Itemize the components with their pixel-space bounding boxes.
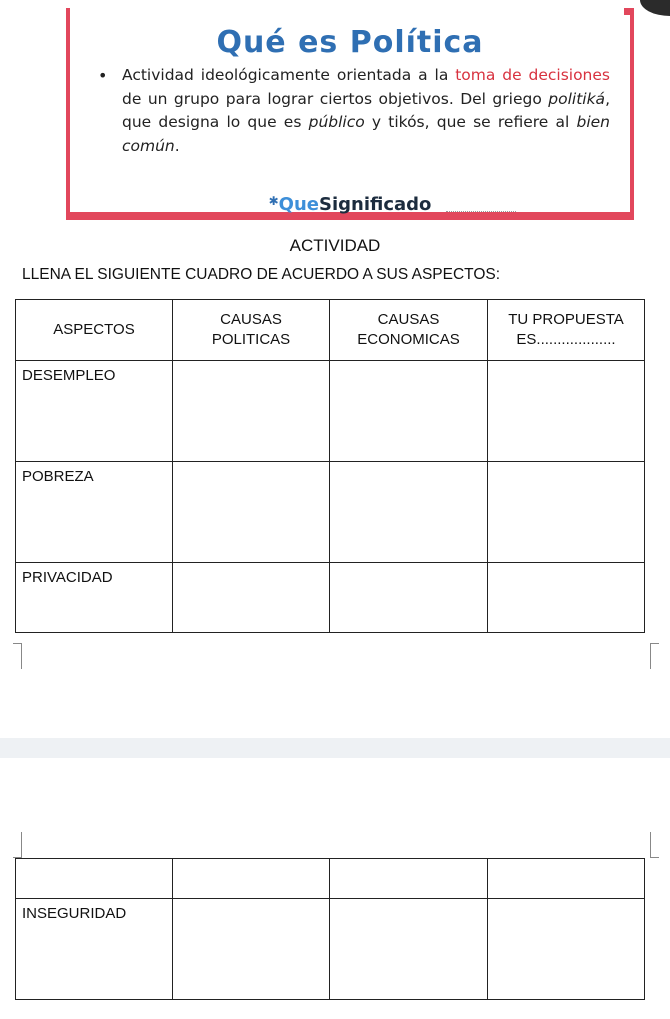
definition-text-1: Actividad ideológicamente orientada a la [122,66,456,84]
cell-input[interactable] [173,563,330,633]
definition-text-4: y tikós, que se refiere al [364,113,577,131]
definition-italic-1: politiká [548,89,606,108]
table-row [16,563,645,633]
definition-italic-2: público [308,113,365,131]
table-row [16,361,645,462]
card-title: Qué es Política [216,25,484,60]
card-border-top [66,8,634,15]
cell-input[interactable] [488,462,645,563]
logo-part-2: Significado [318,194,432,215]
aspects-table-continued [15,858,645,1000]
cell-input[interactable] [173,462,330,563]
cell-input[interactable] [330,563,488,633]
page-break-marker-right [650,643,659,669]
cell-input[interactable] [173,361,330,462]
cell-input[interactable] [173,899,330,1000]
header-causas-politicas: CAUSAS POLITICAS [173,300,330,361]
definition-text-3: , que designa lo que es [122,89,610,131]
row-label-desempleo: DESEMPLEO [16,361,173,462]
activity-instruction: LLENA EL SIGUIENTE CUADRO DE ACUERDO A SUS ASPECTOS: [22,266,501,283]
corner-decoration [640,0,670,16]
table-row [16,462,645,563]
page-break-marker-right [650,832,659,858]
row-label-empty [16,859,173,899]
definition-text-2: de un grupo para lograr ciertos objetivos. Del griego [122,89,549,108]
logo-part-1: Que [278,194,319,215]
header-aspectos: ASPECTOS [16,300,173,361]
cell-input[interactable] [173,859,330,899]
definition-highlight: toma de decisiones [455,66,610,84]
page-separator [0,738,670,758]
logo-star-icon: ✱ [268,194,279,208]
page-break-marker-left [13,643,22,669]
cell-input[interactable] [330,899,488,1000]
header-tu-propuesta: TU PROPUESTA ES................... [488,300,645,361]
definition-text-5: . [174,136,180,155]
table-row [16,899,645,1000]
cell-input[interactable] [488,899,645,1000]
table-row [16,859,645,899]
row-label-inseguridad: INSEGURIDAD [16,899,173,1000]
cell-input[interactable] [488,361,645,462]
header-causas-economicas: CAUSAS ECONOMICAS [330,300,488,361]
row-label-pobreza: POBREZA [16,462,173,563]
cell-input[interactable] [330,361,488,462]
page-break-marker-left [13,832,22,858]
cell-input[interactable] [488,563,645,633]
cell-input[interactable] [488,859,645,899]
cell-input[interactable] [330,462,488,563]
logo-tagline-decoration [446,211,516,215]
activity-heading: ACTIVIDAD [289,236,381,255]
bullet: • [98,66,108,85]
table-header-row [16,300,645,361]
aspects-table [15,299,645,633]
definition-italic-3: bien común [122,113,610,155]
card-definition [98,64,610,158]
row-label-privacidad: PRIVACIDAD [16,563,173,633]
quesignificado-logo [66,194,634,215]
cell-input[interactable] [330,859,488,899]
politica-info-card [66,8,634,220]
